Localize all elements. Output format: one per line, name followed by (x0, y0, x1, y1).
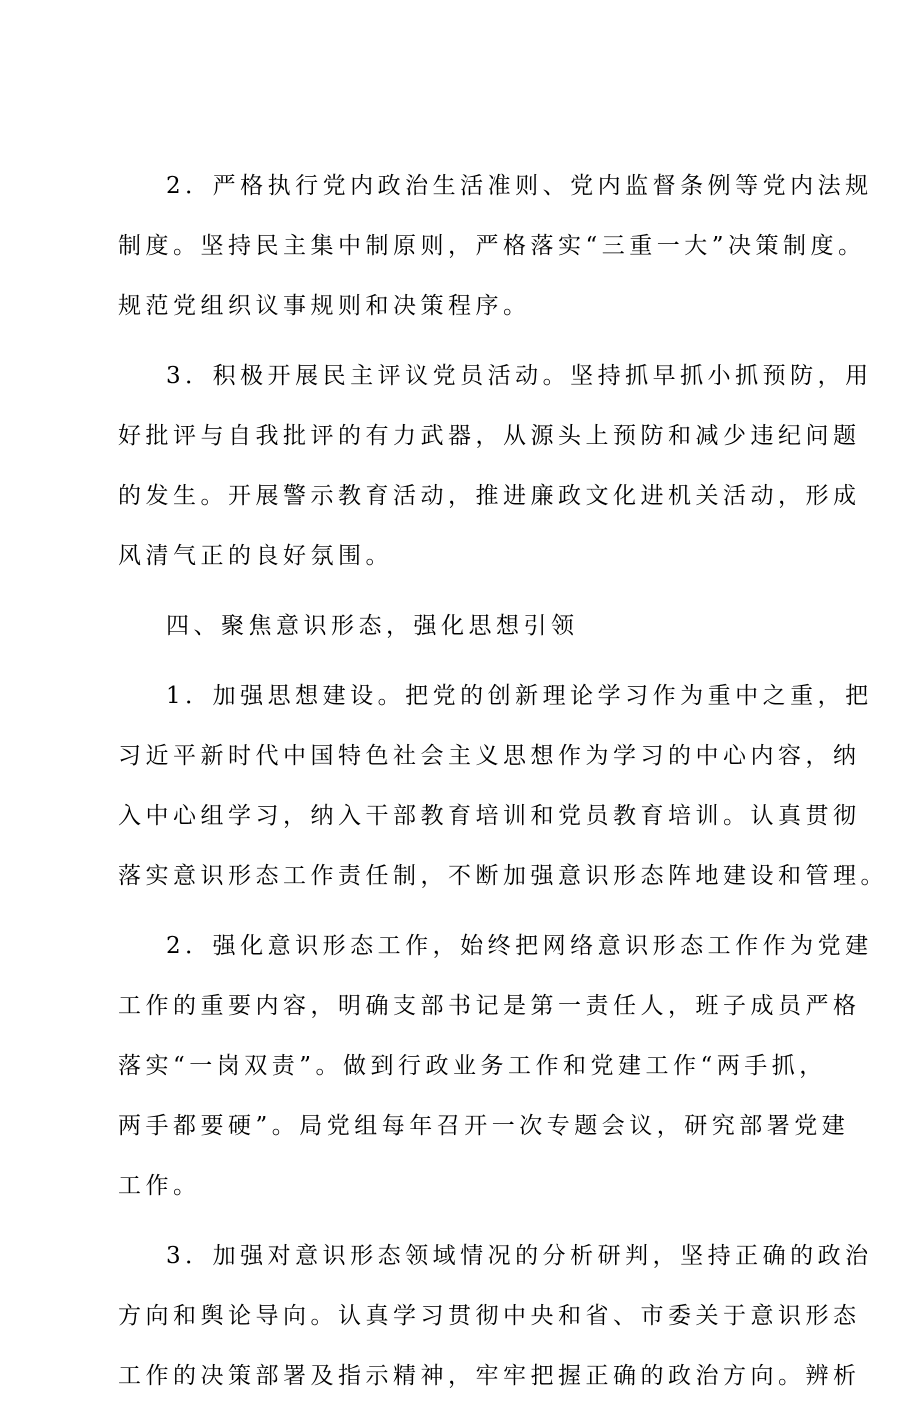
text-line: 3．积极开展民主评议党员活动。坚持抓早抓小抓预防，用 (166, 363, 873, 389)
paragraph-item-2 (118, 156, 873, 336)
text-line: 3．加强对意识形态领域情况的分析研判，坚持正确的政治 (166, 1243, 873, 1269)
text-line: 入中心组学习，纳入干部教育培训和党员教育培训。认真贯彻 (118, 803, 861, 829)
text-line: 制度。坚持民主集中制原则，严格落实“三重一大”决策制度。 (118, 233, 866, 259)
text-line: 2．严格执行党内政治生活准则、党内监督条例等党内法规 (166, 173, 873, 199)
text-line: 2．强化意识形态工作，始终把网络意识形态工作作为党建 (166, 933, 873, 959)
document-page (118, 156, 888, 1416)
text-line: 工作的决策部署及指示精神，牢牢把握正确的政治方向。辨析 (118, 1363, 861, 1389)
heading-text: 四、聚焦意识形态，强化思想引领 (166, 613, 579, 639)
text-line: 两手都要硬”。局党组每年召开一次专题会议，研究部署党建 (118, 1113, 850, 1139)
text-line: 落实“一岗双责”。做到行政业务工作和党建工作“两手抓， (118, 1053, 827, 1079)
text-line: 工作。 (118, 1173, 201, 1199)
text-line: 规范党组织议事规则和决策程序。 (118, 293, 531, 319)
text-line: 落实意识形态工作责任制，不断加强意识形态阵地建设和管理。 (118, 863, 888, 889)
paragraph-item-3 (118, 346, 873, 586)
section-heading (166, 596, 816, 656)
paragraph-item-2b (118, 916, 873, 1216)
text-line: 方向和舆论导向。认真学习贯彻中央和省、市委关于意识形态 (118, 1303, 861, 1329)
text-line: 好批评与自我批评的有力武器，从源头上预防和减少违纪问题 (118, 423, 861, 449)
text-line: 习近平新时代中国特色社会主义思想作为学习的中心内容，纳 (118, 743, 861, 769)
text-line: 工作的重要内容，明确支部书记是第一责任人，班子成员严格 (118, 993, 861, 1019)
text-line: 1．加强思想建设。把党的创新理论学习作为重中之重，把 (166, 683, 873, 709)
text-line: 的发生。开展警示教育活动，推进廉政文化进机关活动，形成 (118, 483, 861, 509)
text-line: 风清气正的良好氛围。 (118, 543, 393, 569)
paragraph-item-3b (118, 1226, 873, 1406)
paragraph-item-1 (118, 666, 888, 906)
